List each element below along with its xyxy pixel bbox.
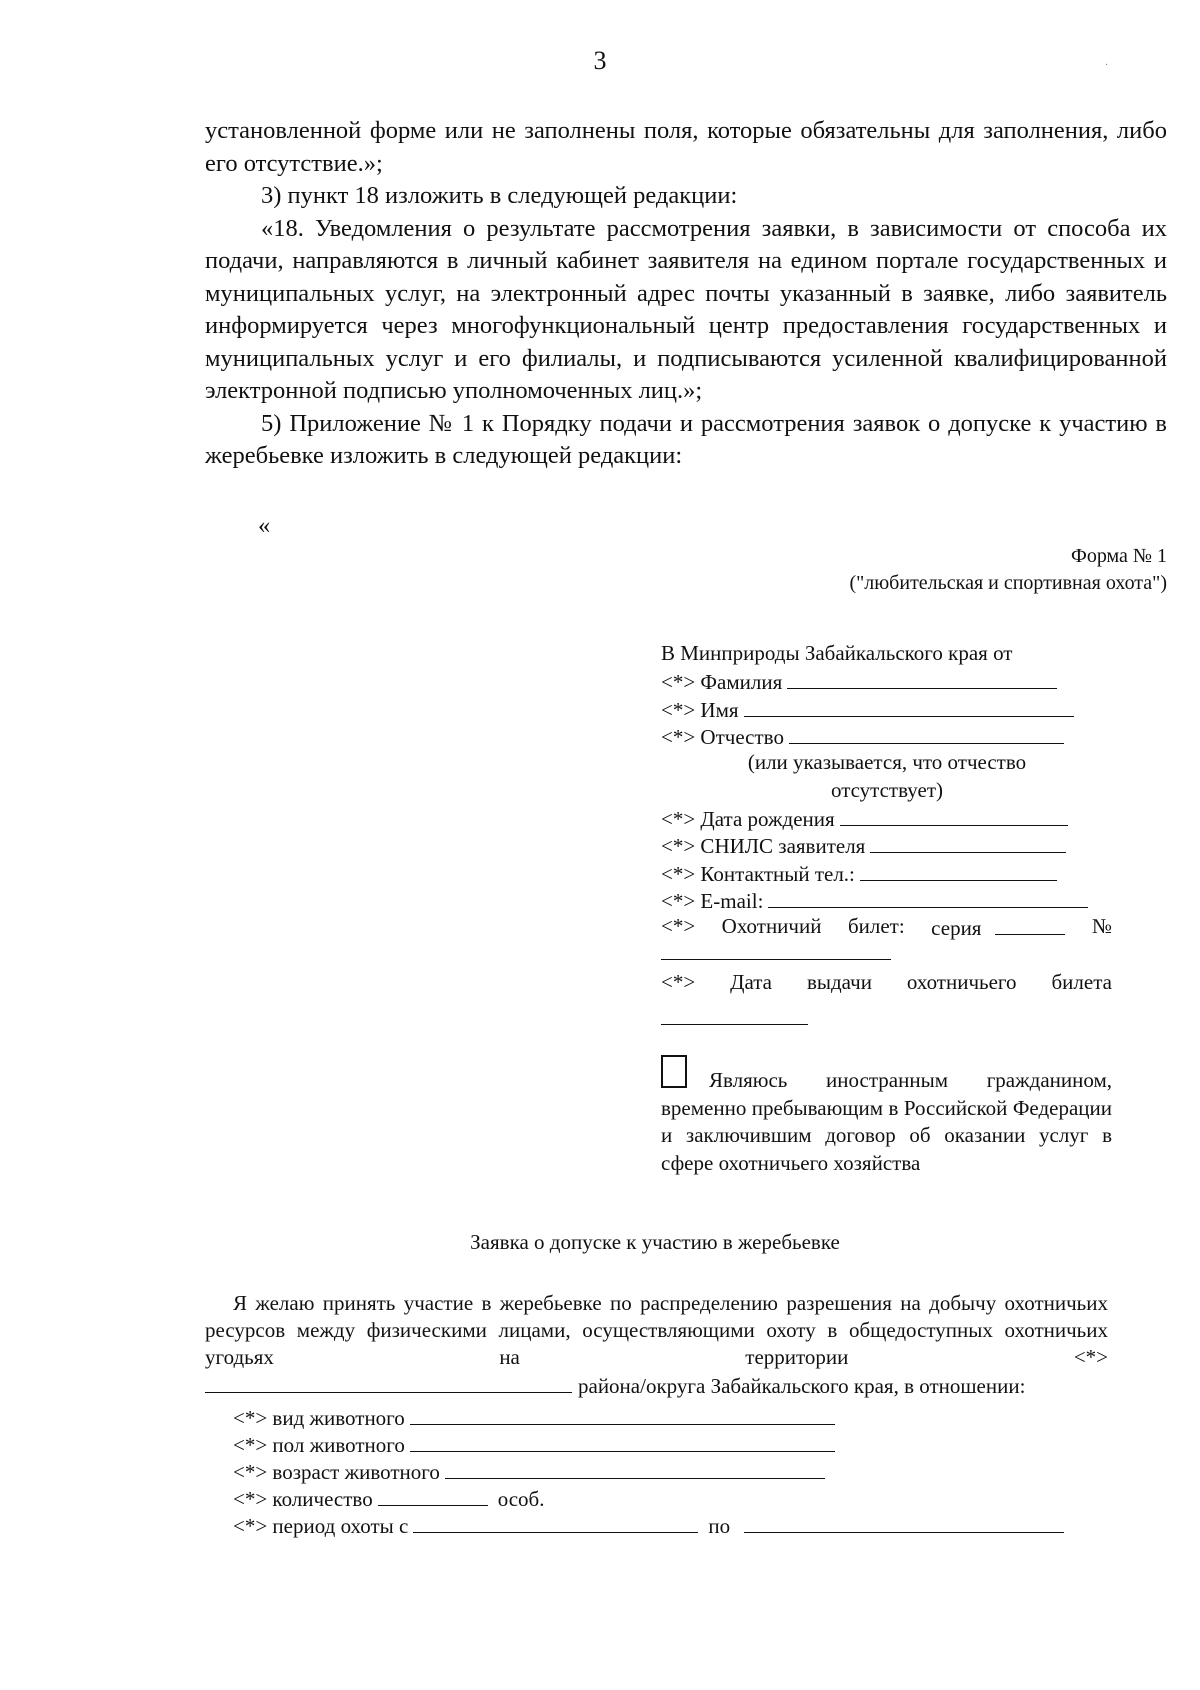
scan-mark: · xyxy=(1105,60,1109,71)
foreign-citizen-label: Являюсь иностранным гражданином, временно пребывающим в Российской Федерации и заключившим договор об оказании услуг в сфере охотничьего хозяйства xyxy=(661,1068,1112,1175)
patronymic-field[interactable]: <*> Отчество xyxy=(661,722,1064,752)
name-field[interactable]: <*> Имя xyxy=(661,695,1074,725)
quantity-field[interactable]: <*> количество особ. xyxy=(233,1484,1064,1511)
hunting-period-field[interactable]: <*> период охоты с по xyxy=(233,1511,1064,1538)
addressee: В Минприроды Забайкальского края от xyxy=(661,641,1013,665)
paragraph-continuation: установленной форме или не заполнены поля, которые обязательны для заполнения, либо его отсутствие.»; xyxy=(205,117,1167,177)
animal-type-field[interactable]: <*> вид животного xyxy=(233,1403,1064,1430)
opening-quote: « xyxy=(258,512,271,539)
patronymic-note: (или указывается, что отчество отсутствует) xyxy=(747,750,1027,802)
paragraph-clause-18: «18. Уведомления о результате рассмотрения заявки, в зависимости от способа их подачи, направляются в личный кабинет заявителя на едином портале государственных и муниципальных услуг, на электронный адрес почты указанный в заявке, либо заявитель информируется через многофункциональный центр предоставления государственных и муниципальных услуг и его филиалы, и подписываются усиленной квалифицированной электронной подписью уполномоченных лиц.»; xyxy=(205,214,1167,404)
animal-age-field[interactable]: <*> возраст животного xyxy=(233,1457,1064,1484)
snils-field[interactable]: <*> СНИЛС заявителя xyxy=(661,831,1066,861)
issue-date-field[interactable]: <*> Дата выдачи охотничьего билета xyxy=(661,970,1112,994)
page-number: 3 xyxy=(593,46,607,75)
paragraph-item-5: 5) Приложение № 1 к Порядку подачи и рассмотрения заявок о допуске к участию в жеребьевке изложить в следующей редакции: xyxy=(205,409,1167,469)
amendment-text xyxy=(205,115,1167,473)
birth-date-field[interactable]: <*> Дата рождения xyxy=(661,804,1068,834)
address-block xyxy=(661,640,1112,1200)
issue-date-line[interactable] xyxy=(661,1024,808,1025)
application-title: Заявка о допуске к участию в жеребьевке xyxy=(470,1230,840,1254)
animal-sex-field[interactable]: <*> пол животного xyxy=(233,1430,1064,1457)
request-details xyxy=(233,1403,1064,1538)
surname-field[interactable]: <*> Фамилия xyxy=(661,667,1057,697)
application-statement: Я желаю принять участие в жеребьевке по распределению разрешения на добычу охотничьих ресурсов между физическими лицами, осуществляющими охоту в общедоступных охотничьих угодьях на территории <*> xyxy=(205,1291,1108,1369)
phone-field[interactable]: <*> Контактный тел.: xyxy=(661,859,1057,889)
email-field[interactable]: <*> E-mail: xyxy=(661,886,1088,916)
application-text xyxy=(205,1290,1108,1400)
form-subtitle: ("любительская и спортивная охота") xyxy=(849,572,1167,594)
hunt-ticket-number-line[interactable] xyxy=(661,959,891,960)
district-field[interactable]: района/округа Забайкальского края, в отношении: xyxy=(205,1371,1108,1400)
paragraph-item-3: 3) пункт 18 изложить в следующей редакции: xyxy=(261,182,738,209)
form-number: Форма № 1 xyxy=(1071,545,1167,567)
hunt-ticket-field[interactable]: <*> Охотничий билет: серия № xyxy=(661,914,1112,940)
